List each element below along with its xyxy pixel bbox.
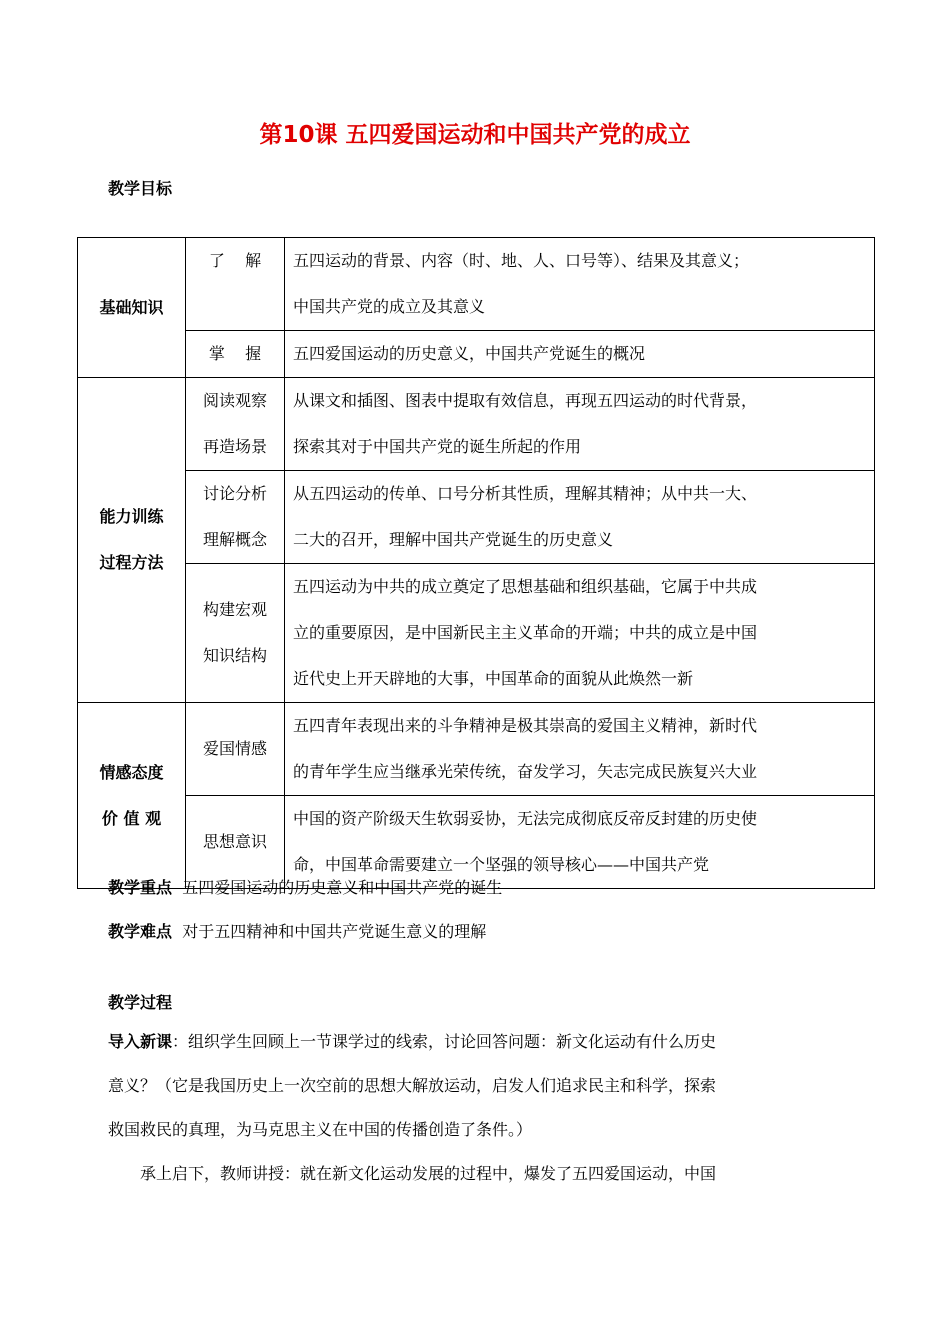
sub-understand: 了 解 <box>186 238 285 331</box>
table-row <box>78 471 875 564</box>
desc-patriotism: 五四青年表现出来的斗争精神是极其崇高的爱国主义精神，新时代 的青年学生应当继承光荣传统，奋发学习，矢志完成民族复兴大业 <box>285 703 875 796</box>
table-row <box>78 564 875 703</box>
desc-ideology: 中国的资产阶级天生软弱妥协，无法完成彻底反帝反封建的历史使 命，中国革命需要建立一个坚强的领导核心——中国共产党 <box>285 796 875 889</box>
desc-master: 五四爱国运动的历史意义，中国共产党诞生的概况 <box>285 331 875 378</box>
category-ability: 能力训练 过程方法 <box>78 378 186 703</box>
sub-discussion: 讨论分析 理解概念 <box>186 471 285 564</box>
sub-reading: 阅读观察 再造场景 <box>186 378 285 471</box>
desc-understand: 五四运动的背景、内容（时、地、人、口号等）、结果及其意义； 中国共产党的成立及其意义 <box>285 238 875 331</box>
sub-structure: 构建宏观 知识结构 <box>186 564 285 703</box>
sub-ideology: 思想意识 <box>186 796 285 889</box>
desc-reading: 从课文和插图、图表中提取有效信息，再现五四运动的时代背景， 探索其对于中国共产党的诞生所起的作用 <box>285 378 875 471</box>
desc-discussion: 从五四运动的传单、口号分析其性质，理解其精神；从中共一大、 二大的召开，理解中国共产党诞生的历史意义 <box>285 471 875 564</box>
lesson-title: 第10课 五四爱国运动和中国共产党的成立 <box>259 122 691 148</box>
category-basic: 基础知识 <box>78 238 186 378</box>
table-row <box>78 378 875 471</box>
desc-structure: 五四运动为中共的成立奠定了思想基础和组织基础，它属于中共成 立的重要原因，是中国新民主主义革命的开端；中共的成立是中国 近代史上开天辟地的大事，中国革命的面貌从此焕然一新 <box>285 564 875 703</box>
table-row <box>78 703 875 796</box>
key-point: 教学重点 五四爱国运动的历史意义和中国共产党的诞生 <box>108 878 503 897</box>
category-attitude: 情感态度 价 值 观 <box>78 703 186 889</box>
transition-paragraph: 承上启下，教师讲授：就在新文化运动发展的过程中，爆发了五四爱国运动，中国 <box>140 1164 717 1183</box>
process-heading: 教学过程 <box>108 993 173 1012</box>
intro-paragraph: 导入新课：组织学生回顾上一节课学过的线索，讨论回答问题：新文化运动有什么历史 意义？（它是我国历史上一次空前的思想大解放运动，启发人们追求民主和科学，探索 救国救民的真理，为马克思主义在中国的传播创造了条件。） <box>108 1032 717 1139</box>
table-row <box>78 238 875 331</box>
goals-heading: 教学目标 <box>108 179 173 198</box>
difficulty: 教学难点 对于五四精神和中国共产党诞生意义的理解 <box>108 922 487 941</box>
sub-patriotism: 爱国情感 <box>186 703 285 796</box>
sub-master: 掌 握 <box>186 331 285 378</box>
table-row <box>78 331 875 378</box>
teaching-goals-table <box>77 237 875 889</box>
